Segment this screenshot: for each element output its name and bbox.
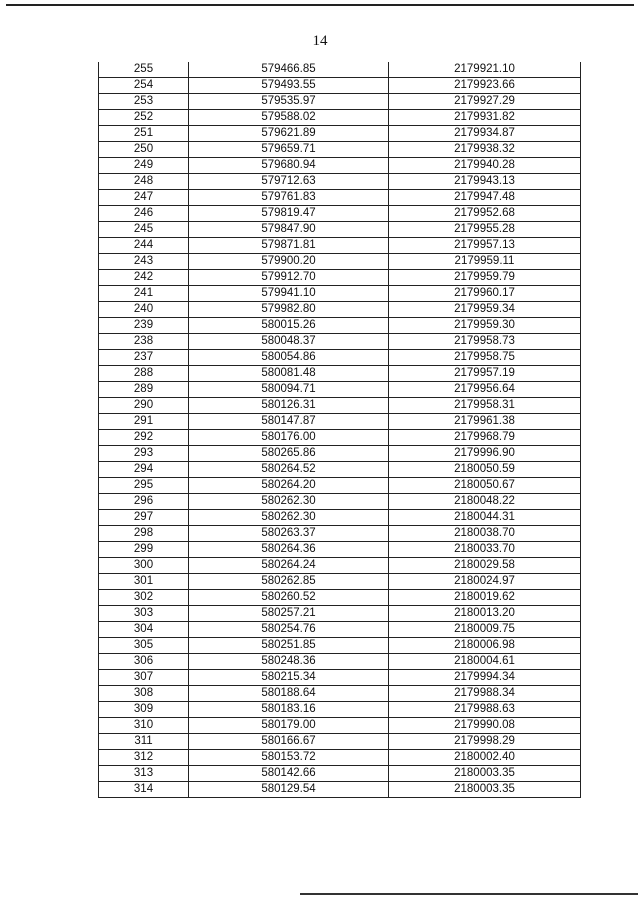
y-coordinate-cell: 2179931.82 [389, 110, 581, 126]
y-coordinate-cell: 2180050.59 [389, 462, 581, 478]
table-row [99, 350, 581, 366]
x-coordinate-cell: 579493.55 [189, 78, 389, 94]
y-coordinate-cell: 2179959.11 [389, 254, 581, 270]
y-coordinate-cell: 2180029.58 [389, 558, 581, 574]
y-coordinate-cell: 2180024.97 [389, 574, 581, 590]
point-number-cell: 293 [99, 446, 189, 462]
y-coordinate-cell: 2179988.34 [389, 686, 581, 702]
point-number-cell: 252 [99, 110, 189, 126]
x-coordinate-cell: 579900.20 [189, 254, 389, 270]
point-number-cell: 244 [99, 238, 189, 254]
point-number-cell: 241 [99, 286, 189, 302]
x-coordinate-cell: 579847.90 [189, 222, 389, 238]
x-coordinate-cell: 580262.30 [189, 494, 389, 510]
x-coordinate-cell: 579761.83 [189, 190, 389, 206]
y-coordinate-cell: 2179988.63 [389, 702, 581, 718]
x-coordinate-cell: 580257.21 [189, 606, 389, 622]
x-coordinate-cell: 580265.86 [189, 446, 389, 462]
table-row [99, 126, 581, 142]
x-coordinate-cell: 579871.81 [189, 238, 389, 254]
table-row [99, 302, 581, 318]
table-row [99, 606, 581, 622]
y-coordinate-cell: 2180013.20 [389, 606, 581, 622]
table-row [99, 270, 581, 286]
y-coordinate-cell: 2179958.31 [389, 398, 581, 414]
x-coordinate-cell: 580263.37 [189, 526, 389, 542]
point-number-cell: 243 [99, 254, 189, 270]
x-coordinate-cell: 579621.89 [189, 126, 389, 142]
y-coordinate-cell: 2179934.87 [389, 126, 581, 142]
y-coordinate-cell: 2179998.29 [389, 734, 581, 750]
table-row [99, 526, 581, 542]
table-row [99, 542, 581, 558]
y-coordinate-cell: 2179961.38 [389, 414, 581, 430]
point-number-cell: 239 [99, 318, 189, 334]
y-coordinate-cell: 2180002.40 [389, 750, 581, 766]
table-row [99, 766, 581, 782]
y-coordinate-cell: 2179957.19 [389, 366, 581, 382]
x-coordinate-cell: 580188.64 [189, 686, 389, 702]
x-coordinate-cell: 579588.02 [189, 110, 389, 126]
table-row [99, 494, 581, 510]
point-number-cell: 254 [99, 78, 189, 94]
table-row [99, 478, 581, 494]
table-row [99, 430, 581, 446]
table-row [99, 190, 581, 206]
x-coordinate-cell: 580264.52 [189, 462, 389, 478]
table-row [99, 622, 581, 638]
table-row [99, 222, 581, 238]
point-number-cell: 294 [99, 462, 189, 478]
y-coordinate-cell: 2180009.75 [389, 622, 581, 638]
point-number-cell: 298 [99, 526, 189, 542]
point-number-cell: 305 [99, 638, 189, 654]
y-coordinate-cell: 2179938.32 [389, 142, 581, 158]
table-row [99, 158, 581, 174]
y-coordinate-cell: 2179955.28 [389, 222, 581, 238]
point-number-cell: 290 [99, 398, 189, 414]
y-coordinate-cell: 2179923.66 [389, 78, 581, 94]
point-number-cell: 303 [99, 606, 189, 622]
y-coordinate-cell: 2179968.79 [389, 430, 581, 446]
table-row [99, 382, 581, 398]
point-number-cell: 237 [99, 350, 189, 366]
point-number-cell: 289 [99, 382, 189, 398]
x-coordinate-cell: 580094.71 [189, 382, 389, 398]
x-coordinate-cell: 579680.94 [189, 158, 389, 174]
table-row [99, 446, 581, 462]
x-coordinate-cell: 580254.76 [189, 622, 389, 638]
table-row [99, 686, 581, 702]
point-number-cell: 307 [99, 670, 189, 686]
y-coordinate-cell: 2179959.79 [389, 270, 581, 286]
point-number-cell: 248 [99, 174, 189, 190]
point-number-cell: 240 [99, 302, 189, 318]
x-coordinate-cell: 579941.10 [189, 286, 389, 302]
x-coordinate-cell: 580048.37 [189, 334, 389, 350]
point-number-cell: 291 [99, 414, 189, 430]
point-number-cell: 292 [99, 430, 189, 446]
x-coordinate-cell: 580153.72 [189, 750, 389, 766]
y-coordinate-cell: 2179947.48 [389, 190, 581, 206]
table-row [99, 654, 581, 670]
x-coordinate-cell: 580215.34 [189, 670, 389, 686]
x-coordinate-cell: 580264.24 [189, 558, 389, 574]
y-coordinate-cell: 2180038.70 [389, 526, 581, 542]
y-coordinate-cell: 2180048.22 [389, 494, 581, 510]
point-number-cell: 242 [99, 270, 189, 286]
x-coordinate-cell: 580142.66 [189, 766, 389, 782]
y-coordinate-cell: 2179952.68 [389, 206, 581, 222]
table-row [99, 590, 581, 606]
table-row [99, 750, 581, 766]
table-row [99, 94, 581, 110]
x-coordinate-cell: 580260.52 [189, 590, 389, 606]
y-coordinate-cell: 2179927.29 [389, 94, 581, 110]
point-number-cell: 249 [99, 158, 189, 174]
x-coordinate-cell: 580129.54 [189, 782, 389, 798]
y-coordinate-cell: 2180003.35 [389, 782, 581, 798]
y-coordinate-cell: 2180033.70 [389, 542, 581, 558]
point-number-cell: 313 [99, 766, 189, 782]
y-coordinate-cell: 2179958.73 [389, 334, 581, 350]
table-row [99, 142, 581, 158]
y-coordinate-cell: 2180050.67 [389, 478, 581, 494]
x-coordinate-cell: 580054.86 [189, 350, 389, 366]
x-coordinate-cell: 580264.36 [189, 542, 389, 558]
table-row [99, 734, 581, 750]
x-coordinate-cell: 580248.36 [189, 654, 389, 670]
x-coordinate-cell: 580126.31 [189, 398, 389, 414]
y-coordinate-cell: 2180004.61 [389, 654, 581, 670]
point-number-cell: 288 [99, 366, 189, 382]
point-number-cell: 312 [99, 750, 189, 766]
table-row [99, 574, 581, 590]
point-number-cell: 246 [99, 206, 189, 222]
x-coordinate-cell: 579659.71 [189, 142, 389, 158]
point-number-cell: 302 [99, 590, 189, 606]
x-coordinate-cell: 579535.97 [189, 94, 389, 110]
table-row [99, 510, 581, 526]
y-coordinate-cell: 2179957.13 [389, 238, 581, 254]
table-row [99, 462, 581, 478]
x-coordinate-cell: 580176.00 [189, 430, 389, 446]
y-coordinate-cell: 2179994.34 [389, 670, 581, 686]
point-number-cell: 314 [99, 782, 189, 798]
x-coordinate-cell: 580264.20 [189, 478, 389, 494]
table-row [99, 62, 581, 78]
point-number-cell: 253 [99, 94, 189, 110]
table-row [99, 718, 581, 734]
y-coordinate-cell: 2179959.30 [389, 318, 581, 334]
table-row [99, 702, 581, 718]
table-row [99, 558, 581, 574]
x-coordinate-cell: 579466.85 [189, 62, 389, 78]
table-row [99, 398, 581, 414]
point-number-cell: 238 [99, 334, 189, 350]
y-coordinate-cell: 2179921.10 [389, 62, 581, 78]
point-number-cell: 308 [99, 686, 189, 702]
x-coordinate-cell: 580081.48 [189, 366, 389, 382]
point-number-cell: 299 [99, 542, 189, 558]
x-coordinate-cell: 580015.26 [189, 318, 389, 334]
y-coordinate-cell: 2180003.35 [389, 766, 581, 782]
y-coordinate-cell: 2179996.90 [389, 446, 581, 462]
table-row [99, 206, 581, 222]
y-coordinate-cell: 2179940.28 [389, 158, 581, 174]
y-coordinate-cell: 2179956.64 [389, 382, 581, 398]
table-row [99, 78, 581, 94]
table-row [99, 174, 581, 190]
y-coordinate-cell: 2179958.75 [389, 350, 581, 366]
point-number-cell: 301 [99, 574, 189, 590]
point-number-cell: 247 [99, 190, 189, 206]
point-number-cell: 297 [99, 510, 189, 526]
point-number-cell: 296 [99, 494, 189, 510]
x-coordinate-cell: 579982.80 [189, 302, 389, 318]
x-coordinate-cell: 579912.70 [189, 270, 389, 286]
table-row [99, 110, 581, 126]
point-number-cell: 310 [99, 718, 189, 734]
table-row [99, 286, 581, 302]
x-coordinate-cell: 580179.00 [189, 718, 389, 734]
table-row [99, 238, 581, 254]
table-row [99, 638, 581, 654]
x-coordinate-cell: 580183.16 [189, 702, 389, 718]
x-coordinate-cell: 580262.85 [189, 574, 389, 590]
coordinates-table-body [99, 62, 581, 798]
point-number-cell: 255 [99, 62, 189, 78]
y-coordinate-cell: 2180019.62 [389, 590, 581, 606]
point-number-cell: 311 [99, 734, 189, 750]
x-coordinate-cell: 580262.30 [189, 510, 389, 526]
point-number-cell: 304 [99, 622, 189, 638]
page-number: 14 [312, 33, 328, 49]
coordinates-table [98, 62, 581, 798]
x-coordinate-cell: 580166.67 [189, 734, 389, 750]
x-coordinate-cell: 580251.85 [189, 638, 389, 654]
y-coordinate-cell: 2179943.13 [389, 174, 581, 190]
table-row [99, 782, 581, 798]
scan-edge-bottom [300, 893, 638, 895]
table-row [99, 414, 581, 430]
y-coordinate-cell: 2179990.08 [389, 718, 581, 734]
point-number-cell: 300 [99, 558, 189, 574]
point-number-cell: 250 [99, 142, 189, 158]
scan-edge-top [6, 4, 634, 6]
table-row [99, 254, 581, 270]
y-coordinate-cell: 2179959.34 [389, 302, 581, 318]
point-number-cell: 306 [99, 654, 189, 670]
point-number-cell: 251 [99, 126, 189, 142]
point-number-cell: 245 [99, 222, 189, 238]
table-row [99, 318, 581, 334]
table-row [99, 670, 581, 686]
y-coordinate-cell: 2180006.98 [389, 638, 581, 654]
y-coordinate-cell: 2180044.31 [389, 510, 581, 526]
y-coordinate-cell: 2179960.17 [389, 286, 581, 302]
x-coordinate-cell: 579712.63 [189, 174, 389, 190]
table-row [99, 334, 581, 350]
x-coordinate-cell: 579819.47 [189, 206, 389, 222]
table-row [99, 366, 581, 382]
point-number-cell: 295 [99, 478, 189, 494]
point-number-cell: 309 [99, 702, 189, 718]
x-coordinate-cell: 580147.87 [189, 414, 389, 430]
